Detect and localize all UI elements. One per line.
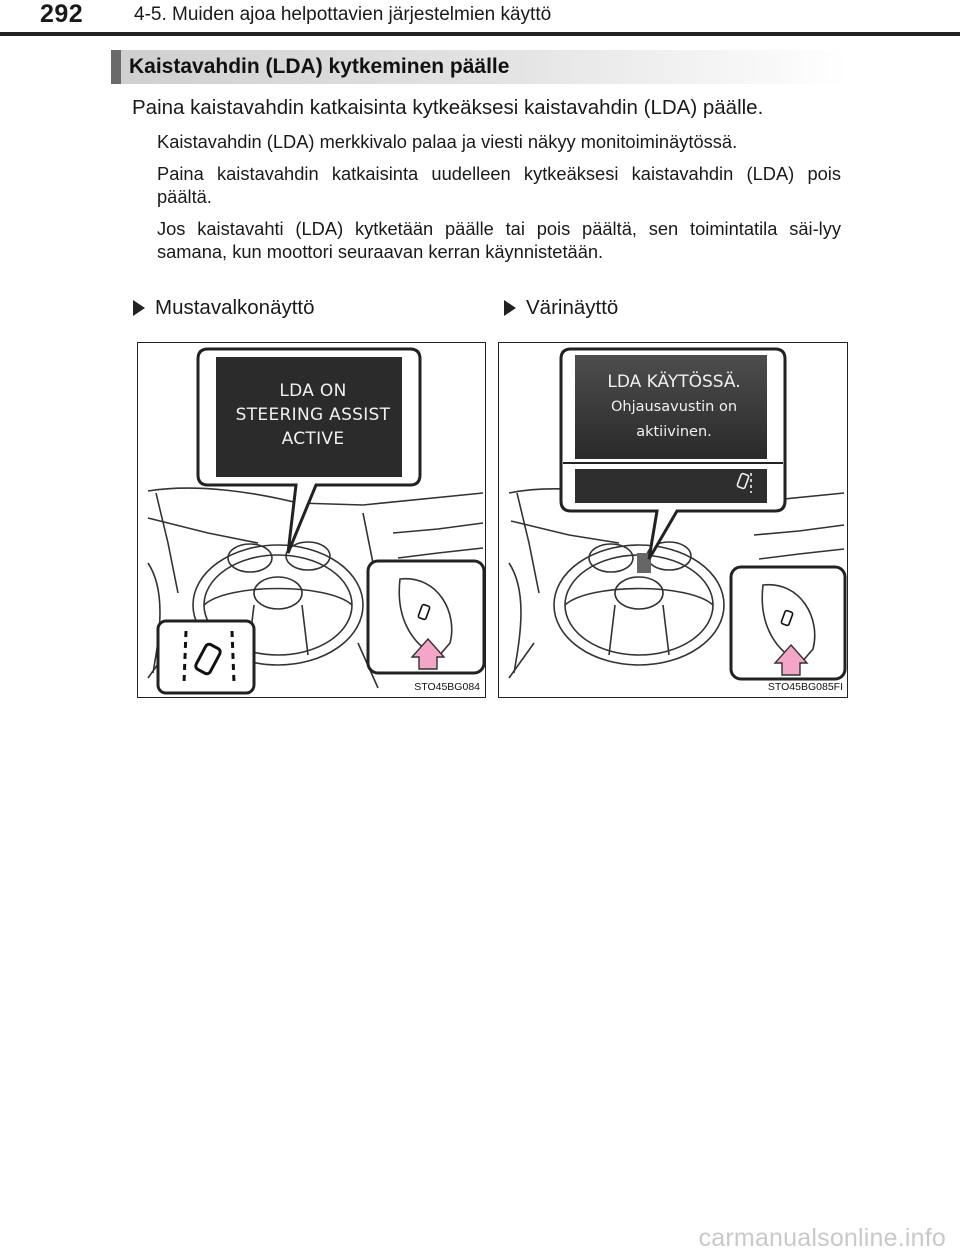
header-rule: [0, 32, 960, 36]
lda-indicator-callout: [158, 621, 254, 693]
note-3: Jos kaistavahti (LDA) kytketään päälle tai pois päältä, sen toimintatila säi-lyy samana, kun moottori seuraavan kerran käynnistetään.: [157, 218, 841, 262]
display-line-1: LDA KÄYTÖSSÄ.: [607, 372, 741, 392]
display-line-2: Ohjausavustin on: [610, 399, 738, 415]
notes-block: [157, 130, 841, 272]
note-1: Kaistavahdin (LDA) merkkivalo palaa ja viesti näkyy monitoiminäytössä.: [157, 131, 738, 152]
display-line-3: aktiivinen.: [636, 424, 712, 440]
figure-right-caption-text: Värinäyttö: [526, 296, 619, 319]
display-line-2: STEERING ASSIST: [235, 405, 391, 425]
display-line-3: ACTIVE: [281, 429, 345, 449]
triangle-bullet-icon: [504, 300, 516, 316]
section-heading-tab: [111, 50, 121, 84]
figure-left-caption: [133, 296, 315, 320]
figure-code: STO45BG085FI: [767, 681, 843, 693]
figure-left-caption-text: Mustavalkonäyttö: [155, 296, 315, 319]
section-heading: Kaistavahdin (LDA) kytkeminen päälle: [129, 55, 510, 78]
figure-right-caption: [504, 296, 618, 320]
watermark: carmanualsonline.info: [698, 1224, 946, 1252]
page-number: 292: [40, 0, 84, 28]
section-heading-bar: [111, 50, 848, 84]
note-2: Paina kaistavahdin katkaisinta uudelleen kytkeäksesi kaistavahdin (LDA) pois päältä.: [157, 163, 841, 207]
triangle-bullet-icon: [133, 300, 145, 316]
display-message: [218, 379, 408, 451]
figure-code: STO45BG084: [414, 681, 480, 693]
figure-monochrome-display: [137, 342, 486, 698]
figure-color-display: [498, 342, 848, 698]
display-line-1: LDA ON: [279, 381, 347, 401]
running-head: 4-5. Muiden ajoa helpottavien järjestelmien käyttö: [134, 4, 552, 25]
instruction-lead: Paina kaistavahdin katkaisinta kytkeäksesi kaistavahdin (LDA) päälle.: [132, 96, 764, 119]
display-message: [579, 370, 769, 445]
